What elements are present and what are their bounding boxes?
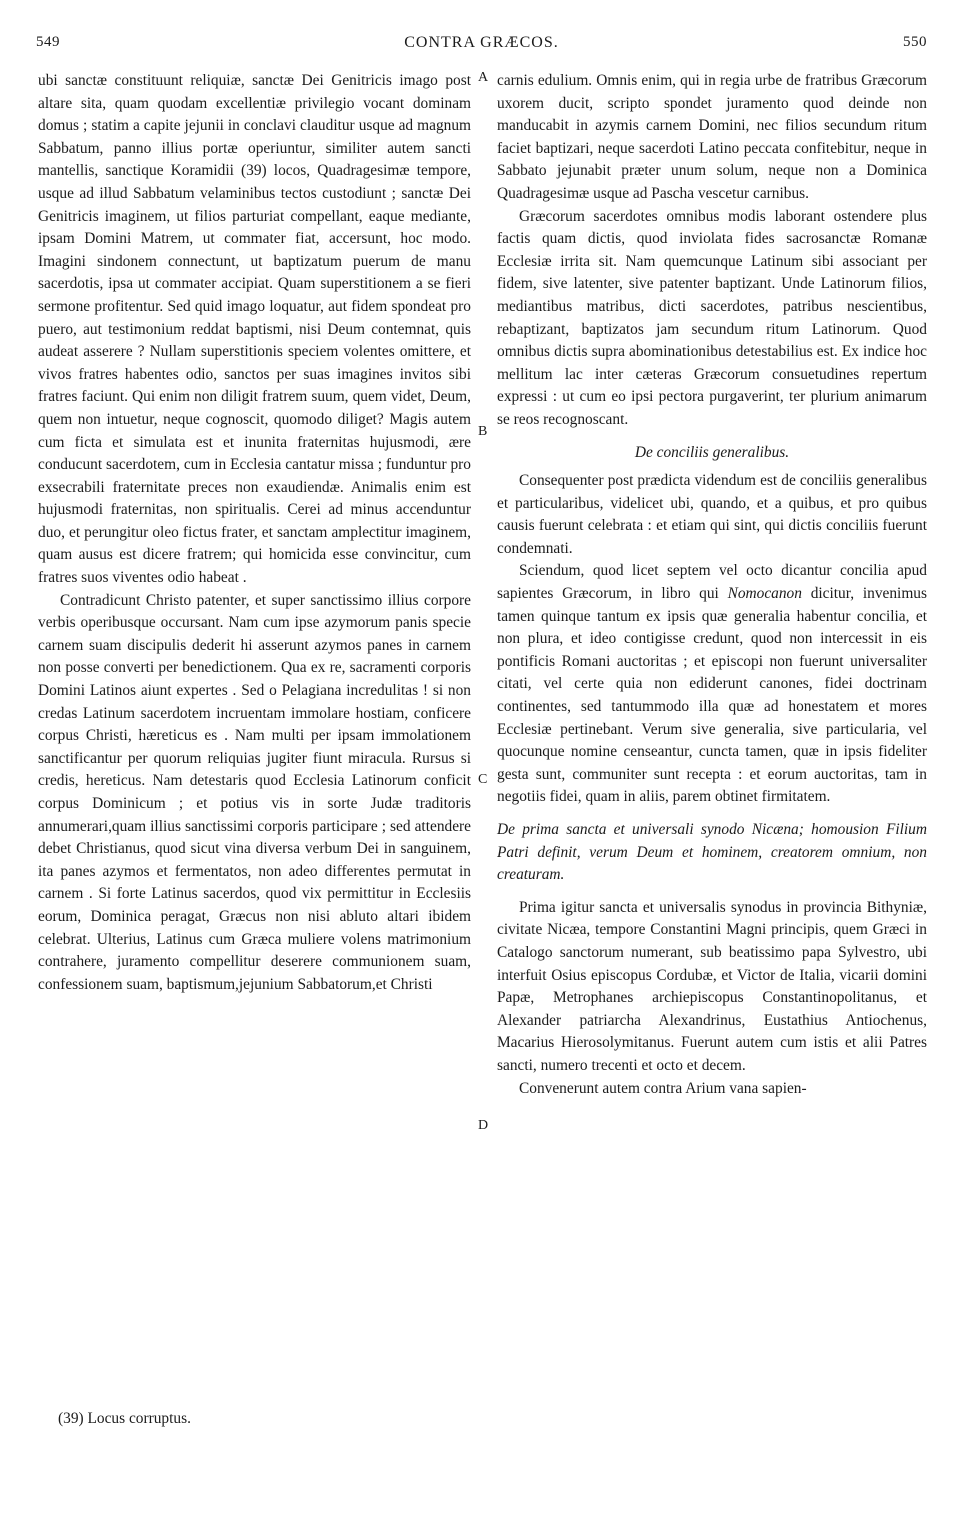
right-paragraph-6: Convenerunt autem contra Arium vana sapien- xyxy=(519,1079,807,1097)
margin-letter-b: B xyxy=(478,424,488,439)
margin-letter-d: D xyxy=(478,1118,489,1133)
right-column xyxy=(497,70,927,1100)
footnote: (39) Locus corruptus. xyxy=(58,1410,191,1427)
page-number-left: 549 xyxy=(36,34,60,50)
left-paragraph-2: Contradicunt Christo patenter, et super sanctissimo illius corpore verbis operibusque occursant. Nam cum ipse azymorum panis specie carnem suam discipulis dederit hi asserunt azymos panes in carnem non posse converti per benedictionem. Qua ex re, sacramenti corporis Domini Latinos aiunt expertes . Sed o Pelagiana incredulitas ! si non credas Latinum sacerdotem incruentam immolare hostiam, conficere corpus Christi, hæreticus es . Nam multi per ipsam immolationem sanctificantur per quorum reliquias jugiter fiunt miracula. Rursus si credis, hereticus. Nam detestaris quod Ecclesia Latinorum conficit corpus Dominicum ; et potius vis in sorte Judæ traditoris annumerari,quam illius sanctissimi corporis participare ; sed attendere debet Christianus, quod sicut vina diversa verbum Dei in sanguinem, ita panes azymos et fermentatos, non adeo differentes permutat in carnem . Si forte Latinus sacerdos, quod vix permittitur in Ecclesiis eorum, Dominica peragat, Græcus non nisi abluto altari ibidem celebrat. Ulterius, Latinus cum Græca muliere volens matrimonium contrahere, juramento compellitur deserere communionem suam, confessionem suam, baptismum,jejunium Sabbatorum,et Christi xyxy=(38,591,471,993)
right-paragraph-2: Græcorum sacerdotes omnibus modis laborant ostendere plus factis quam dictis, quod inviolata fides sacrosanctæ Romanæ Ecclesiæ irrita sit. Nam quemcunque Latinum sibi associant per fidem, sive latenter, sive patenter baptizant. Unde Latinorum filios, mediantibus matribus, dicti sacerdotes, patribus nescientibus, rebaptizant, baptizatos jam secundum ritum Latinorum. Quod omnibus dictis supra abominationibus detestabilius est. Ex indice hoc mellitum lac inter cæteras Græcorum consuetudines repertum expressi : ut cum eo ipsi pectora purgaverint, ter plurium animarum se reos recognoscant. xyxy=(497,207,927,428)
running-title: CONTRA GRÆCOS. xyxy=(404,34,559,51)
margin-letter-a: A xyxy=(478,70,489,85)
p4-text-before: Sciendum, quod licet septem vel octo dicantur concilia apud sapientes Græcorum, in libro qui xyxy=(497,562,927,603)
section-heading-councils: De conciliis generalibus. xyxy=(634,443,790,461)
right-paragraph-4 xyxy=(497,560,927,809)
right-paragraph-3: Consequenter post prædicta videndum est de conciliis generalibus et particularibus, videlicet ubi, quando, et a quibus, et pro quibus causis fuerunt celebrata : et etiam qui sint, qui dictis conciliis fuerunt condemnati. xyxy=(497,472,927,557)
left-paragraph-1: ubi sanctæ constituunt reliquiæ, sanctæ Dei Genitricis imago post altare sita, quam quodam excellentiæ privilegio vocant dominam domus ; statim a capite jejunii in conclavi clauditur usque ad magnum Sabbatum, panno illius portæ operiuntur, similiter autem sancti mantellis, sanctique Koramidii (39) locos, Quadragesimæ tempore, usque ad illud Sabbatum velaminibus tectos custodiunt ; sanctæ Dei Genitricis imaginem, ut filios parturiat compellant, eaque mediante, ipsam Domini Matrem, ut commater fiat, accersunt, hoc modo. Imagini sindonem connectunt, ut baptizatum puerum de manu sacerdotis, ipsa ut commater accipiat. Quam superstitionem a se fieri sermone profitentur. Sed quid imago loquatur, aut fidem spondeat pro puero, aut testimonium reddat baptismi, nisi Deum contemnat, quis audeat asserere ? Nullam superstitionis speciem volentes omittere, et vivos fratres habentes odio, sanctos per suas imagines invitos sibi fratres faciunt. Qui enim non diligit fratrem suum, quem videt, Deum, quem non intuetur, neque cognoscit, quomodo diliget? Magis autem cum ficta et simulata est et inunita fraternitas hujusmodi, ære conducunt sacerdotem, cum in Ecclesia cantatur missa ; funduntur pro exsecrabili fraternitate preces non exaudiendæ. Animalis enim est hujusmodi fraternitas, non spiritualis. Cerei ad minus accenduntur duo, et perungitur oleo fictus frater, et sanctam amplectitur imaginem, quam ausus est dicere fratrem; qui homicida esse convincitur, cum fratres suos viventes odio habeat . xyxy=(38,72,471,587)
page-number-right: 550 xyxy=(903,34,927,50)
margin-letter-c: C xyxy=(478,772,488,787)
right-paragraph-1: carnis edulium. Omnis enim, qui in regia urbe de fratribus Græcorum uxorem ducit, scripto spondet juramento quod deinde non manducabit in azymis carnem Domini, nec filios secundum ritum faciet baptizari, neque sacerdoti Latino peccata confitebitur, neque in Sabbato jejunabit præter unum solum, neque non a Dominica Quadragesimæ usque ad Pascha vescetur carnibus. xyxy=(497,72,927,202)
left-column xyxy=(38,70,471,996)
page-header xyxy=(0,0,963,60)
section-heading-nicaea: De prima sancta et universali synodo Nicæna; homousion Filium Patri definit, verum Deum et hominem, creatorem omnium, non creaturam. xyxy=(497,821,927,884)
right-paragraph-5: Prima igitur sancta et universalis synodus in provincia Bithyniæ, civitate Nicæa, tempore Constantini Magni principis, quem Græci in Catalogo sanctorum numerant, sub beatissimo papa Sylvestro, ubi interfuit Osius episcopus Cordubæ, et Victor de Italia, vicarii domini Papæ, Metrophanes archiepiscopus Constantinopolitanus, et Alexander patriarcha Alexandrinus, Eustathius Antiochenus, Macarius Hierosolymitanus. Fuerunt autem cum istis et alii Patres sancti, numero trecenti et octo et decem. xyxy=(497,898,927,1074)
p4-text-after: dicitur, invenimus tamen quinque tantum ex ipsis quæ generalia habentur concilia, et non plura, et ideo contigisse credunt, quod non intercessit in eis pontificis Romani auctoritas ; et episcopi non fuerunt universaliter citati, vel certe quia non ediderunt canones, fidei doctrinam continentes, sed tantummodo illa quæ ad honestatem et mores Ecclesiæ pertinebant. Verum sive generalia, sive particularia, vel quocunque nomine censeantur, cuncta tamen, quæ in ipsis fideliter gesta sunt, communiter sunt recepta : et eorum auctoritas, tam in negotiis fidei, quam in aliis, parem obtinet firmitatem. xyxy=(497,585,927,806)
p4-italic-term: Nomocanon xyxy=(727,585,802,603)
